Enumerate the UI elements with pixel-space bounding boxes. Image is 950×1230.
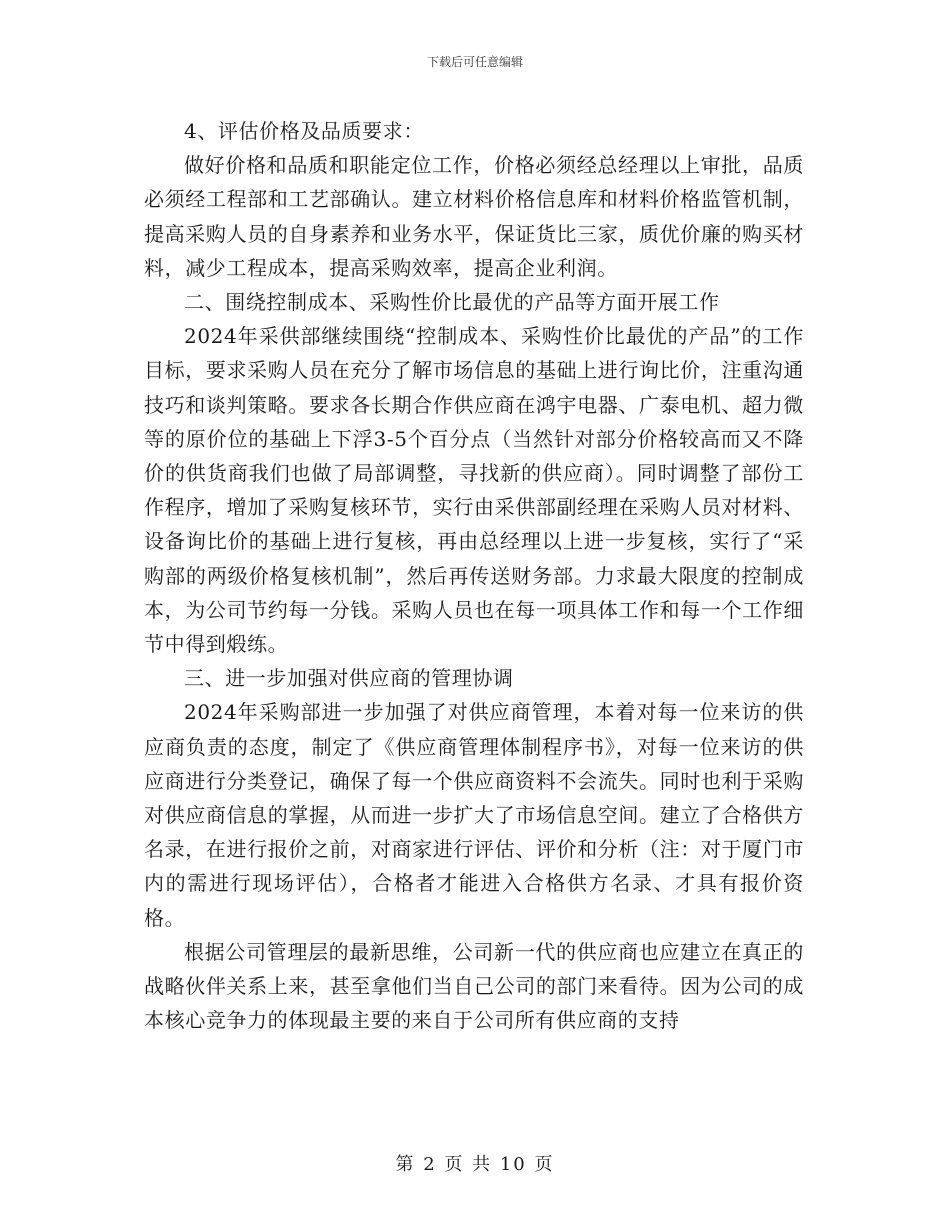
paragraph-cost-control: 2024年采供部继续围绕“控制成本、采购性价比最优的产品”的工作目标，要求采购人员在充分了解市场信息的基础上进行询比价，注重沟通技巧和谈判策略。要求各长期合作供应商在鸿宇电器、广泰电机、超力微等的原价位的基础上下浮3-5个百分点（当然针对部分价格较高而又不降价的供货商我们也做了局部调整，寻找新的供应商）。同时调整了部份工作程序，增加了采购复核环节，实行由采供部副经理在采购人员对材料、设备询比价的基础上进行复核，再由总经理以上进一步复核，实行了“采购部的两级价格复核机制”，然后再传送财务部。力求最大限度的控制成本，为公司节约每一分钱。采购人员也在每一项具体工作和每一个工作细节中得到煅练。 [144,324,804,657]
page-header-note: 下载后可任意编辑 [426,55,523,69]
paragraph-price-quality: 做好价格和品质和职能定位工作，价格必须经总经理以上审批，品质必须经工程部和工艺部确认。建立材料价格信息库和材料价格监管机制，提高采购人员的自身素养和业务水平，保证货比三家，质优价廉的购买材料，减少工程成本，提高采购效率，提高企业利润。 [144,153,804,280]
page-number-footer: 第 2 页 共 10 页 [395,1154,555,1175]
document-body [144,114,804,1037]
paragraph-heading-supplier-management: 三、进一步加强对供应商的管理协调 [184,666,514,691]
paragraph-heading-cost-control: 二、围绕控制成本、采购性价比最优的产品等方面开展工作 [184,290,720,315]
paragraph-heading-price-quality: 4、评估价格及品质要求： [184,119,424,143]
paragraph-strategic-partnership: 根据公司管理层的最新思维，公司新一代的供应商也应建立在真正的战略伙伴关系上来，甚至拿他们当自己公司的部门来看待。因为公司的成本核心竞争力的体现最主要的来自于公司所有供应商的支持 [144,939,804,1033]
paragraph-supplier-management: 2024年采购部进一步加强了对供应商管理，本着对每一位来访的供应商负责的态度，制定了《供应商管理体制程序书》，对每一位来访的供应商进行分类登记，确保了每一个供应商资料不会流失。同时也利于采购对供应商信息的掌握，从而进一步扩大了市场信息空间。建立了合格供方名录，在进行报价之前，对商家进行评估、评价和分析（注：对于厦门市内的需进行现场评估），合格者才能进入合格供方名录、才具有报价资格。 [144,700,804,930]
